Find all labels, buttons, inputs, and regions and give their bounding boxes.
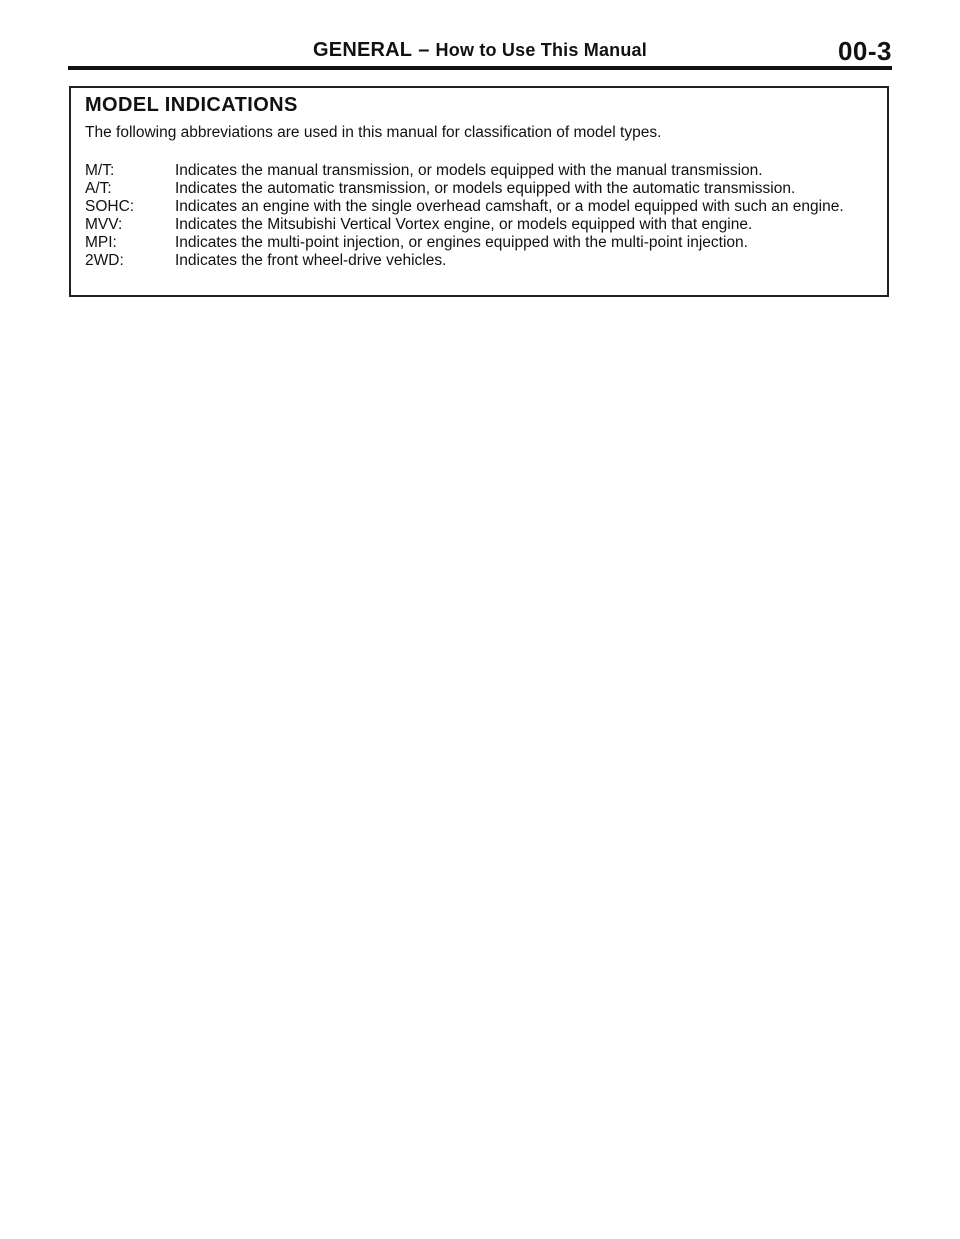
abbreviation-definition: Indicates the manual transmission, or models equipped with the manual transmission. <box>175 162 763 179</box>
abbreviation-term: M/T: <box>85 162 115 179</box>
header-title <box>68 39 892 62</box>
model-indications-box <box>69 86 889 297</box>
header-rule <box>68 66 892 70</box>
abbreviation-term: A/T: <box>85 180 112 197</box>
page-header <box>68 36 892 68</box>
intro-text: The following abbreviations are used in this manual for classification of model types. <box>85 124 662 141</box>
abbreviation-row-mt <box>85 162 885 180</box>
abbreviation-term: 2WD: <box>85 252 124 269</box>
abbreviation-row-mpi <box>85 234 885 252</box>
abbreviation-definition: Indicates an engine with the single overhead camshaft, or a model equipped with such an engine. <box>175 198 844 215</box>
header-separator: – <box>418 39 430 61</box>
abbreviation-row-mvv <box>85 216 885 234</box>
abbreviation-list <box>85 162 885 270</box>
abbreviation-definition: Indicates the automatic transmission, or models equipped with the automatic transmission. <box>175 180 796 197</box>
header-subtitle: How to Use This Manual <box>435 40 647 60</box>
abbreviation-term: MVV: <box>85 216 123 233</box>
abbreviation-term: SOHC: <box>85 198 135 215</box>
abbreviation-row-sohc <box>85 198 885 216</box>
abbreviation-definition: Indicates the front wheel-drive vehicles. <box>175 252 447 269</box>
page-number: 00-3 <box>837 36 892 66</box>
abbreviation-term: MPI: <box>85 234 117 251</box>
abbreviation-row-2wd <box>85 252 885 270</box>
abbreviation-definition: Indicates the multi-point injection, or engines equipped with the multi-point injection. <box>175 234 748 251</box>
abbreviation-row-at <box>85 180 885 198</box>
abbreviation-definition: Indicates the Mitsubishi Vertical Vortex engine, or models equipped with that engine. <box>175 216 753 233</box>
header-section: GENERAL <box>313 39 413 61</box>
section-title: MODEL INDICATIONS <box>85 94 298 116</box>
